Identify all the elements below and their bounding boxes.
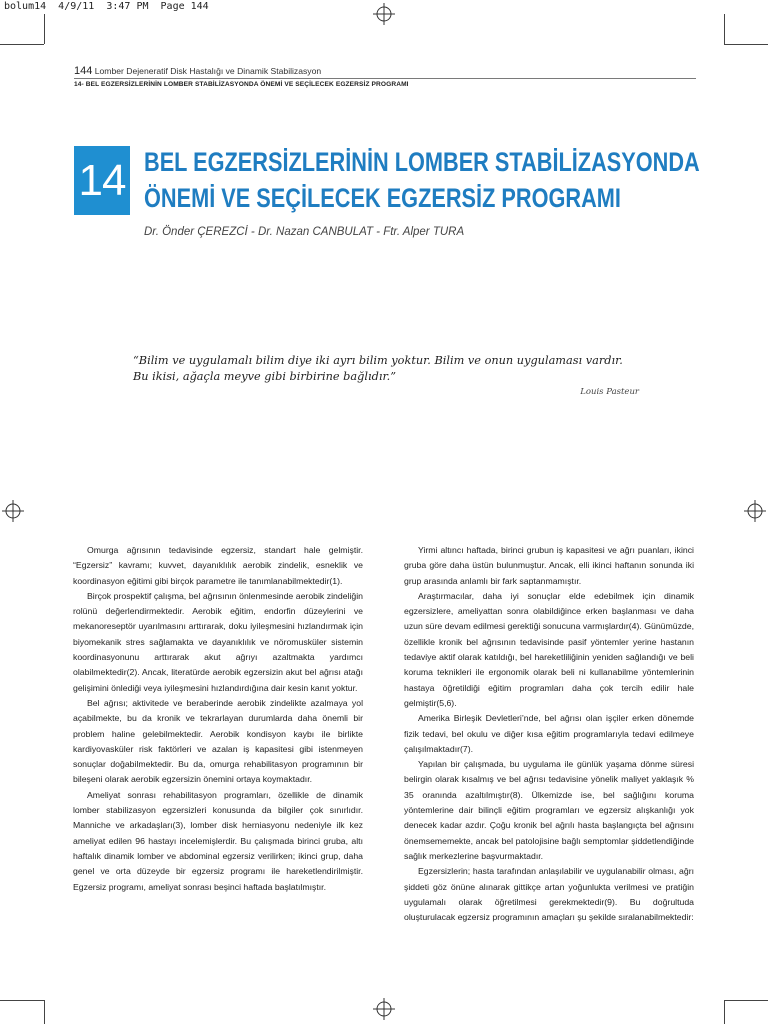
- crop-mark: [0, 1000, 44, 1001]
- registration-mark-icon: [373, 3, 395, 25]
- paragraph: Ameliyat sonrası rehabilitasyon programları, özellikle de dinamik lomber stabilizasyon egzersizleri konusunda da bilgiler çok sınırlıdır. Manniche ve arkadaşları(3), lomber disk herniasyonu nedeniyle ilk kez ameliyat edilen 96 hastayı incelemişlerdir. Bu çalışmada birinci gruba, altı haftalık dinamik lomber ve abdominal egzersiz verilirken; ikinci grup, daha genel ve orta düzeyde bir egzersiz programı ile hareketlendirilmiştir. Egzersiz programı, ameliyat sonrası beşinci haftada başlatılmıştır.: [73, 789, 363, 892]
- paragraph: Birçok prospektif çalışma, bel ağrısının önlenmesinde aerobik zindeliğin rolünü değerlendirmektedir. Aerobik eğitim, endorfin düzeylerini ve mekanoreseptör uyarılmasını arttırarak, doku iyileşmesini hızlandırmak için biyomekanik stres sağlamakta ve dayanıklılık ve nöromusküler sistemin koordinasyonunu arttırarak akut ağrıyı azaltmakta yardımcı olabilmektedir(2). Ancak, literatürde aerobik egzersizin akut bel ağrısı atağı gelişimini önlediği veya iyileşmesini hızlandırdığına dair kesin kanıt yoktur.: [73, 590, 363, 693]
- paragraph: Yirmi altıncı haftada, birinci grubun iş kapasitesi ve ağrı puanları, ikinci gruba göre daha üstün bulunmuştur. Ancak, elli ikinci haftanın sonunda iki grup arasında anlamlı bir fark saptanmamıştır.: [404, 545, 694, 586]
- chapter-number-badge: 14: [74, 146, 130, 215]
- quote-attribution: Louis Pasteur: [580, 387, 639, 397]
- epigraph-quote: [133, 353, 693, 385]
- left-text-column: [73, 543, 363, 895]
- paragraph: Araştırmacılar, daha iyi sonuçlar elde edebilmek için dinamik egzersizlere, ameliyattan sonra olabildiğince erken başlanması ve daha uzun süre devam edilmesi gerektiği sonucuna varmışlardır(4). Günümüzde, özellikle kronik bel ağrısının tedavisinde pasif yöntemler yerine hastanın tedaviye aktif olarak katıldığı, bel hareketliliğinin yeniden sağlandığı ve beli koruma teknikleri ile ergonomik olarak beli ni kullanabilme yöntemlerinin hastaya öğretildiği eğitim programları daha çok tercih edilir hale gelmiştir(5,6).: [404, 590, 694, 708]
- registration-mark-icon: [2, 500, 24, 522]
- paragraph: Egzersizlerin; hasta tarafından anlaşılabilir ve uygulanabilir olması, ağrı şiddeti göz önüne alınarak gittikçe artan yoğunlukta verilmesi ve pratiğin uygulamalı olarak öğretilmesi gerekmektedir(9). Bu doğrultuda oluşturulacak egzersiz programının amaçları şu şekilde sıralanabilmektedir:: [404, 866, 694, 923]
- crop-mark: [0, 44, 44, 45]
- running-chapter-title: 14- BEL EGZERSİZLERİNİN LOMBER STABİLİZASYONDA ÖNEMİ VE SEÇİLECEK EGZERSİZ PROGRAMI: [74, 81, 409, 88]
- book-title: Lomber Dejeneratif Disk Hastalığı ve Dinamik Stabilizasyon: [94, 66, 322, 76]
- paragraph: Yapılan bir çalışmada, bu uygulama ile günlük yaşama dönme süresi belirgin olarak kısalmış ve bel ağrısı tedavisine yönelik maliyet yaklaşık % 35 oranında azaltılmıştır(8). Ülkemizde ise, bel sağlığını koruma yöntemlerine dair bilinçli eğitim programları ve egzersiz alışkanlığı yok denecek kadar azdır. Çoğu kronik bel ağrılı hasta başlangıçta bel ağrısını önemsememekte, ancak bel patolojisine bağlı semptomlar şiddetlendiğinde sağlık merkezlerine başvurmaktadır.: [404, 759, 694, 861]
- crop-mark: [724, 1000, 768, 1001]
- print-slug: bolum14 4/9/11 3:47 PM Page 144: [4, 1, 209, 12]
- paragraph: Omurga ağrısının tedavisinde egzersiz, standart hale gelmiştir. “Egzersiz” kavramı; kuvvet, dayanıklılık aerobik zindelik, esneklik ve koordinasyon eğitimi gibi birçok parametre ile tanımlanabilmektedir(1).: [73, 545, 363, 586]
- chapter-title-line: ÖNEMİ VE SEÇİLECEK EGZERSİZ PROGRAMI: [144, 183, 621, 213]
- registration-mark-icon: [373, 998, 395, 1020]
- chapter-authors: Dr. Önder ÇEREZCİ - Dr. Nazan CANBULAT - Ftr. Alper TURA: [144, 226, 465, 238]
- registration-mark-icon: [744, 500, 766, 522]
- header-rule: [74, 78, 696, 79]
- chapter-title-line: BEL EGZERSİZLERİNİN LOMBER STABİLİZASYONDA: [144, 147, 700, 177]
- running-head: [74, 65, 321, 77]
- crop-mark: [44, 14, 45, 44]
- right-text-column: [404, 543, 694, 925]
- quote-line: “Bilim ve uygulamalı bilim diye iki ayrı bilim yoktur. Bilim ve onun uygulaması vardır.: [133, 354, 623, 367]
- crop-mark: [724, 1000, 725, 1024]
- paragraph: Bel ağrısı; aktivitede ve beraberinde aerobik zindelikte azalmaya yol açabilmekte, bu da kronik ve tekrarlayan durumlarda daha önemli bir problem haline gelebilmektedir. Aerobik kondisyon kaybı ile birlikte kardiyovasküler risk faktörleri ve azalan iş kapasitesi gibi istenmeyen sonuçlar doğabilmektedir. Bu da, omurga rehabilitasyon programının bir bileşeni olarak aerobik egzersizin önemini ortaya koymaktadır.: [73, 697, 363, 785]
- paragraph: Amerika Birleşik Devletleri’nde, bel ağrısı olan işçiler erken dönemde fizik tedavi, bel okulu ve diğer kısa eğitim programlarıyla tedavi edilmeye çalışılmaktadır(7).: [404, 713, 694, 754]
- crop-mark: [724, 14, 725, 44]
- page-number: 144: [74, 65, 93, 77]
- crop-mark: [44, 1000, 45, 1024]
- crop-mark: [724, 44, 768, 45]
- quote-line: Bu ikisi, ağaçla meyve gibi birbirine bağlıdır.”: [133, 370, 396, 383]
- chapter-title: [144, 144, 700, 216]
